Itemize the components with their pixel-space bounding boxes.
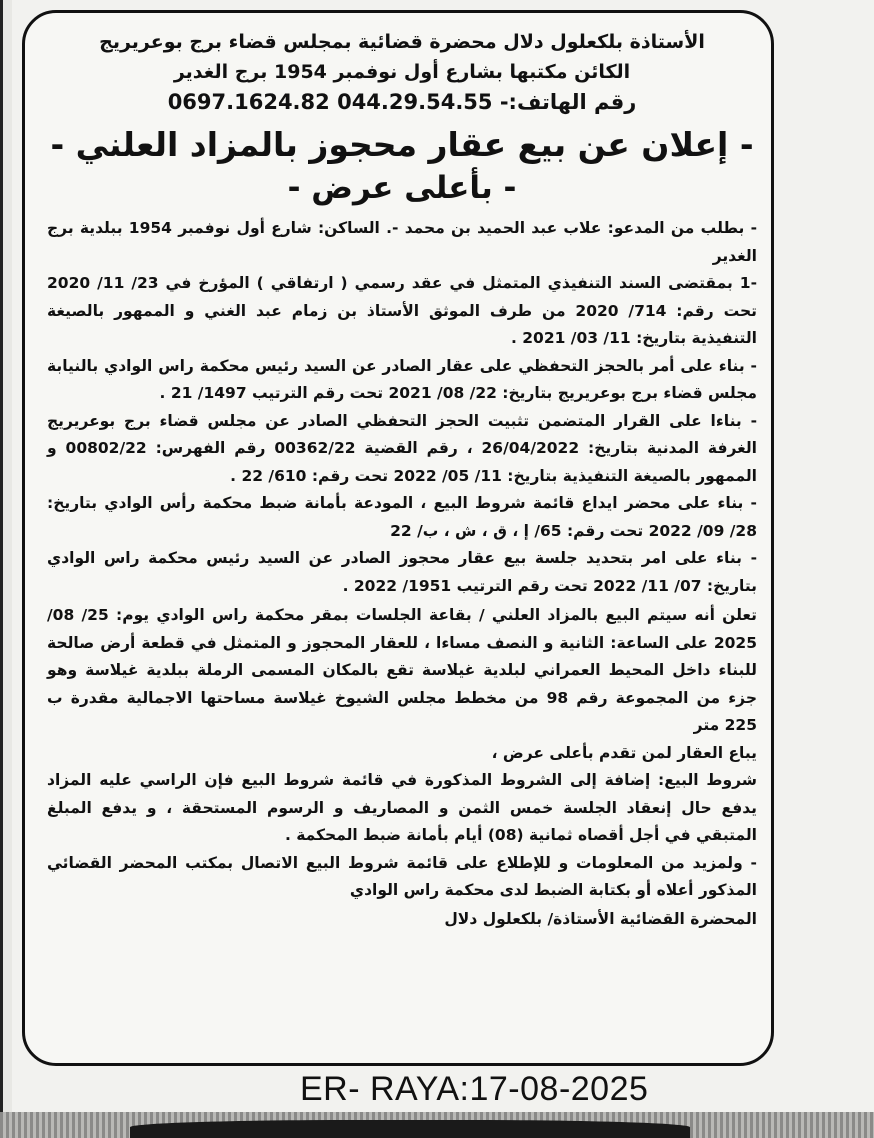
page-edge-bottom bbox=[0, 1112, 874, 1138]
header-bailiff-name: الأستاذة بلكعلول دلال محضرة قضائية بمجلس قضاء برج بوعريريج bbox=[99, 31, 705, 53]
announcement-body bbox=[47, 215, 757, 905]
paragraph-court-decision: - بناءا على القرار المتضمن تثبيت الحجز التحفظي الصادر عن مجلس قضاء برج بوعريريج الغرفة المدنية بتاريخ: 26/04/2022 ، رقم القضية 00362/22 رقم الفهرس: 00802/22 و الممهور بالصيغة التنفيذية بتاريخ: 11/ 05/ 2022 تحت رقم: 610/ 22 . bbox=[47, 411, 757, 485]
header-office-address: الكائن مكتبها بشارع أول نوفمبر 1954 برج الغدير bbox=[173, 61, 631, 83]
paragraph-enforcement-deed: -1 بمقتضى السند التنفيذي المتمثل في عقد رسمي ( ارتفاقي ) المؤرخ في 23/ 11/ 2020 تحت رقم: 714/ 2020 من طرف الموثق الأستاذ بن زمام عبد الغني و الممهور بالصيغة التنفيذية بتاريخ: 11/ 03/ 2021 . bbox=[47, 274, 758, 347]
announcement-subtitle: - بأعلى عرض - bbox=[287, 170, 517, 206]
announcement-title: - إعلان عن بيع عقار محجوز بالمزاد العلني - bbox=[50, 125, 754, 164]
paragraph-sale-notice: تعلن أنه سيتم البيع بالمزاد العلني / بقاعة الجلسات بمقر محكمة راس الوادي يوم: 25/ 08/ 2025 على الساعة: الثانية و النصف مساءا ، للعقار المحجوز و المتمثل في قطعة أرض صالحة للبناء داخل المحيط العمراني لبلدية غيلاسة تقع بالمكان المسمى الرملة ببلدية غيلاسة وهو جزء من المجموعة رقم 98 من مخطط مجلس الشيوخ غيلاسة مساحتها الاجمالية مقدرة ب 225 متر bbox=[47, 606, 757, 734]
paragraph-conditions-deposit: - بناء على محضر ايداع قائمة شروط البيع ، المودعة بأمانة ضبط محكمة رأس الوادي بتاريخ: 28/ 09/ 2022 تحت رقم: 65/ إ ، ق ، ش ، ب/ 22 bbox=[47, 494, 757, 540]
page-edge-left bbox=[0, 0, 12, 1138]
paragraph-seizure-order: - بناء على أمر بالحجز التحفظي على عقار الصادر عن السيد رئيس محكمة راس الوادي بالنيابة مجلس قضاء برج بوعريريج بتاريخ: 22/ 08/ 2021 تحت رقم الترتيب 1497/ 21 . bbox=[47, 356, 757, 402]
paragraph-highest-bid: يباع العقار لمن تقدم بأعلى عرض ، bbox=[491, 743, 757, 762]
announcement-content bbox=[47, 27, 757, 933]
signature-line: المحضرة القضائية الأستاذة/ بلكعلول دلال bbox=[444, 909, 757, 928]
paragraph-requester: - بطلب من المدعو: علاب عبد الحميد بن محمد -. الساكن: شارع أول نوفمبر 1954 ببلدية برج الغدير bbox=[47, 219, 758, 265]
header-phone: رقم الهاتف:- 044.29.54.55 0697.1624.82 bbox=[167, 90, 637, 114]
announcement-frame bbox=[22, 10, 774, 1066]
paragraph-sale-conditions: شروط البيع: إضافة إلى الشروط المذكورة في قائمة شروط البيع فإن الراسي عليه المزاد يدفع حال إنعقاد الجلسة خمس الثمن و المصاريف و الرسوم المستحقة ، و يدفع المبلغ المتبقي في أجل أقصاه ثمانية (08) أيام بأمانة ضبط المحكمة . bbox=[47, 771, 757, 844]
newspaper-date-footer: ER- RAYA:17-08-2025 bbox=[300, 1070, 649, 1108]
paragraph-hearing-order: - بناء على امر بتحديد جلسة بيع عقار محجوز الصادر عن السيد رئيس محكمة راس الوادي بتاريخ: 07/ 11/ 2022 تحت رقم الترتيب 1951/ 2022 . bbox=[47, 549, 757, 595]
paragraph-contact-info: - ولمزيد من المعلومات و للإطلاع على قائمة شروط البيع الاتصال بمكتب المحضر القضائي المذكور أعلاه أو بكتابة الضبط لدى محكمة راس الوادي bbox=[47, 853, 757, 899]
